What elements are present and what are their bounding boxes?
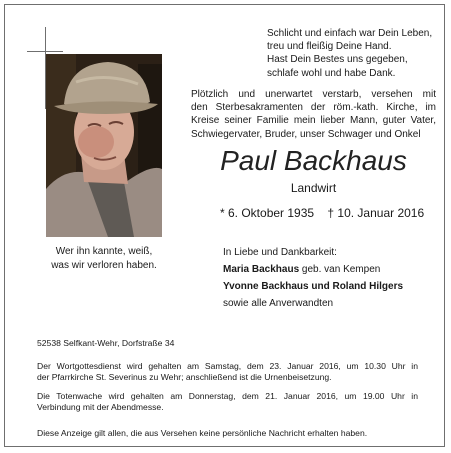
deceased-occupation: Landwirt (290, 181, 337, 195)
service-line: Der Wortgottesdienst wird gehalten am Samstag, dem 23. Januar 2016, um 10.30 Uhr in (37, 361, 418, 371)
mourner-wife (223, 261, 403, 278)
death-date: † 10. Januar 2016 (327, 206, 425, 220)
children-names: Yvonne Backhaus und Roland Hilgers (223, 281, 404, 292)
death-announcement-text (191, 88, 436, 141)
poem-line: Hast Dein Bestes uns gegeben, (267, 54, 408, 66)
quote-line: Wer ihn kannte, weiß, (55, 246, 153, 257)
disclaimer-text: Diese Anzeige gilt allen, die aus Versehen keine persönliche Nachricht erhalten haben. (37, 428, 368, 438)
memorial-quote (35, 245, 173, 273)
announcement-line: den Sterbesakramenten der röm.-kath. Kirche, im (191, 102, 436, 114)
poem-line: treu und fleißig Deine Hand. (267, 41, 392, 53)
wake-line: Verbindung mit der Abendmesse. (37, 402, 164, 413)
poem-line: schlafe wohl und habe Dank. (267, 67, 396, 79)
life-dates (220, 206, 424, 220)
wake-info (37, 391, 418, 414)
mourners-list (223, 244, 403, 312)
wife-name: Maria Backhaus (223, 264, 300, 275)
family-address: 52538 Selfkant-Wehr, Dorfstraße 34 (37, 338, 175, 348)
announcement-line: Kreise seiner Familie mein lieber Mann, guter Vater, (191, 115, 436, 127)
wake-line: Die Totenwache wird gehalten am Donnerstag, dem 21. Januar 2016, um 19.00 Uhr in (37, 391, 418, 401)
portrait-photo (46, 54, 162, 237)
mourner-children (223, 278, 403, 295)
poem-line: Schlicht und einfach war Dein Leben, (267, 28, 433, 39)
poem (267, 27, 432, 80)
mourners-others: sowie alle Anverwandten (223, 298, 334, 309)
service-line: der Pfarrkirche St. Severinus zu Wehr; anschließend ist die Urnenbeisetzung. (37, 372, 332, 383)
birth-date: * 6. Oktober 1935 (220, 206, 315, 220)
announcement-line: Schwiegervater, Bruder, unser Schwager und Onkel (191, 128, 421, 140)
obituary-notice (4, 4, 445, 447)
announcement-line: Plötzlich und unerwartet verstarb, versehen mit (191, 89, 436, 100)
cross-icon-horizontal (27, 51, 63, 52)
wife-maiden-name: geb. van Kempen (299, 264, 381, 275)
deceased-name: Paul Backhaus (220, 145, 407, 176)
mourners-intro: In Liebe und Dankbarkeit: (223, 247, 337, 258)
service-info (37, 361, 418, 384)
quote-line: was wir verloren haben. (51, 260, 157, 271)
